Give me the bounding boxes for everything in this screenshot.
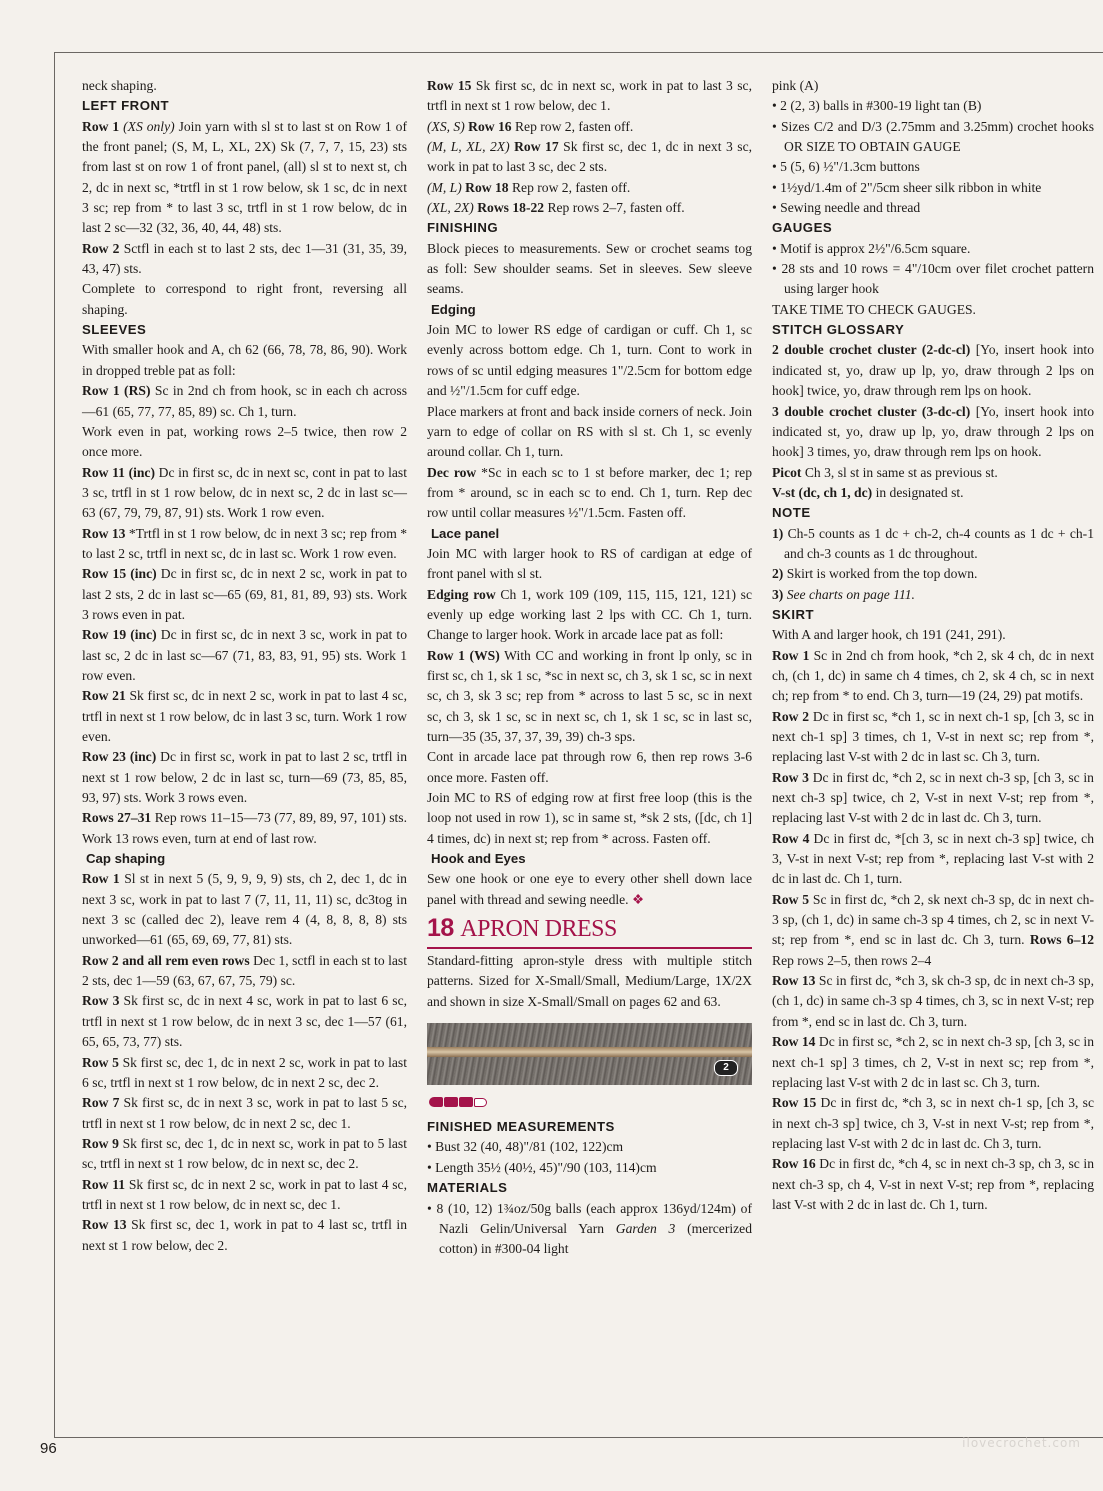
page-number: 96 <box>40 1440 57 1457</box>
section-heading: LEFT FRONT <box>82 98 170 114</box>
paragraph-text: Sk first sc, dc in next 2 sc, work in pat to last 4 sc, trtfl in next st 1 row below, dc in last 3 sc, turn. Work 1 row even. <box>82 688 407 744</box>
paragraph <box>772 1032 1094 1093</box>
paragraph-text: Dc in first sc, dc in next 3 sc, work in pat to last sc, 2 dc in last sc—67 (71, 83, 83, 91, 95) sts. Work 1 row even. <box>82 627 407 683</box>
watermark: ilovecrochet.com <box>962 1436 1081 1450</box>
row-label: Row 23 (inc) <box>82 749 157 765</box>
column-right <box>772 76 1094 1215</box>
paragraph-text: in designated st. <box>872 484 964 500</box>
section-heading: NOTE <box>772 505 811 521</box>
title-rule <box>427 947 752 949</box>
paragraph-text: Dc in first sc, dc in next sc, cont in pat to last 3 sc, trtfl in st 1 row below, dc in next sc, 2 dc in last sc—63 (67, 79, 79, 87, 91) sts. Work 1 row even. <box>82 464 407 521</box>
paragraph-text: Sc in 2nd ch from hook, *ch 2, sk 4 ch, dc in next ch, (ch 1, dc) in same ch 4 times, ch 2, sk 4 ch, sc in next ch; rep from * to end. Ch 3, turn—19 (24, 29) pat motifs. <box>772 647 1094 704</box>
paragraph-text: 2 (2, 3) balls in #300-19 light tan (B) <box>780 98 982 114</box>
list-item: • 2 (2, 3) balls in #300-19 light tan (B) <box>772 98 982 114</box>
row-label: Row 15 <box>772 1095 817 1111</box>
paragraph-text: Sc in first dc, *ch 3, sk ch-3 sp, dc in next ch-3 sp, (ch 1, dc) in same ch-3 sp 4 times, ch 3, sc in next V-st; rep from *, end sc in last dc. Ch 3, turn. <box>772 973 1094 1029</box>
paragraph-text: Block pieces to measurements. Sew or crochet seams tog as foll: Sew shoulder seams. Set in sleeves. Sew sleeve seams. <box>427 240 752 297</box>
paragraph <box>82 625 407 686</box>
paragraph <box>82 76 407 96</box>
pattern-title <box>427 912 752 945</box>
paragraph <box>82 279 407 320</box>
note-item <box>772 585 1094 605</box>
paragraph-text: Complete to correspond to right front, reversing all shaping. <box>82 281 407 317</box>
end-ornament: ❖ <box>628 891 645 907</box>
subsection-heading: Cap shaping <box>86 851 166 867</box>
row-label: Row 14 <box>772 1034 816 1050</box>
paragraph <box>772 1093 1094 1154</box>
paragraph-text: Dc in first dc, *ch 4, sc in next ch-3 sp, ch 3, sc in next ch-3 sp, ch 4, V-st in next V-st; rep from *, replacing last V-st with 2 dc in last dc. Ch 1, turn. <box>772 1156 1094 1212</box>
cord-band <box>427 1047 752 1057</box>
paragraph-text: Rep rows 2–5, then rows 2–4 <box>772 952 932 968</box>
paragraph-text: Motif is approx 2½"/6.5cm square. <box>780 240 971 256</box>
subsection-heading: Edging <box>431 301 476 317</box>
paragraph-text: neck shaping. <box>82 78 157 93</box>
paragraph <box>427 178 752 198</box>
paragraph <box>772 483 1094 503</box>
paragraph <box>427 544 752 585</box>
paragraph-text: Sk first sc, dec 1, dc in next sc, work in pat to 5 last sc, trtfl in next st 1 row below, dc in next sc, dec 2. <box>82 1135 407 1172</box>
list-item: • Sizes C/2 and D/3 (2.75mm and 3.25mm) crochet hooks OR SIZE TO OBTAIN GAUGE <box>772 118 1094 155</box>
paragraph-text: 1½yd/1.4m of 2"/5cm sheer silk ribbon in white <box>780 179 1042 195</box>
paragraph <box>82 991 407 1052</box>
paragraph-text: *Trtfl in st 1 row below, dc in next 3 sc; rep from * to last 2 sc, trtfl in next sc, dc in last sc. Work 1 row even. <box>82 525 407 561</box>
paragraph-text: pink (A) <box>772 78 819 93</box>
row-label: Row 11 (inc) <box>82 464 155 480</box>
section-heading: GAUGES <box>772 220 833 236</box>
row-label: Row 16 <box>772 1156 816 1172</box>
paragraph <box>82 951 407 992</box>
row-label: Dec row <box>427 464 477 480</box>
paragraph-text: Skirt is worked from the top down. <box>783 566 978 582</box>
paragraph-text: Sk first sc, dec 1, dc in next 2 sc, work in pat to last 6 sc, trtfl in next st 1 row below, dc in next 2 sc, dec 2. <box>82 1054 407 1090</box>
row-label: Edging row <box>427 586 496 602</box>
paragraph <box>427 76 752 117</box>
paragraph-text: Ch 1, work 109 (109, 115, 115, 121, 121) sc evenly up edge working last 2 lps with CC. Ch 1, turn. Change to larger hook. Work in arcade lace pat as foll: <box>427 586 752 643</box>
row-label: Row 16 <box>464 118 512 134</box>
paragraph-text: Sl st in next 5 (5, 9, 9, 9, 9) sts, ch 2, dec 1, dc in next 3 sc, work in pat to last 7 (7, 11, 11, 11) sc, dc3tog in next 3 sc (called dec 2), leave rem 4 (4, 8, 8, 8, 8) sts unworked—61 (65, 69, 69, 77, 81) sts. <box>82 871 407 948</box>
paragraph <box>82 463 407 524</box>
row-label: Row 1 <box>82 871 120 887</box>
paragraph-text: Dc in first sc, work in pat to last 2 sc, trtfl in next st 1 row below, 2 dc in last sc, turn—69 (73, 85, 85, 93, 97) sts. Work 3 rows even. <box>82 749 407 806</box>
paragraph <box>772 1154 1094 1215</box>
row-label: Row 13 <box>772 973 816 989</box>
list-item: • Sewing needle and thread <box>772 200 921 216</box>
paragraph <box>427 585 752 646</box>
row-label: Row 21 <box>82 688 126 704</box>
paragraph-text: Sk first sc, dc in next 2 sc, work in pat to last 4 sc, trtfl in next st 1 row below, dc in next sc, dec 1. <box>82 1176 407 1212</box>
size-label: (XL, 2X) <box>427 200 474 216</box>
note-item <box>772 564 1094 584</box>
section-heading: SLEEVES <box>82 322 147 338</box>
paragraph-text: Sew one hook or one eye to every other shell down lace panel with thread and sewing needle. <box>427 871 752 907</box>
row-label: Picot <box>772 464 802 480</box>
paragraph <box>82 1175 407 1216</box>
column-middle-bottom <box>427 1117 752 1259</box>
paragraph-text: Ch 3, sl st in same st as previous st. <box>801 464 998 480</box>
row-label: Row 4 <box>772 830 810 846</box>
column-middle-top <box>427 76 752 910</box>
row-label: 2) <box>772 566 784 582</box>
paragraph <box>82 524 407 565</box>
section-heading: SKIRT <box>772 606 815 622</box>
paragraph <box>427 869 752 910</box>
paragraph-text: Join yarn with sl st to last st on Row 1 of the front panel; (S, M, L, XL, 2X) Sk (7, 7, 7, 15, 23) sts from last st on row 1 of front panel, (all) sl st to next st, ch 2, dc in next sc, *trtfl in st 1 row below, sk 1 sc, dc in next 3 sc; rep from * to last 3 sc, trtfl in st 1 row below, dc in last 2 sc—32 (32, 36, 40, 44, 48) sts. <box>82 118 408 236</box>
row-label: 3 double crochet cluster (3-dc-cl) <box>772 403 971 419</box>
size-label: (XS, S) <box>427 118 465 134</box>
paragraph-text: Ch-5 counts as 1 dc + ch-2, ch-4 counts as 1 dc + ch-1 and ch-3 counts as 1 dc throughout. <box>783 525 1094 561</box>
paragraph <box>772 76 1094 96</box>
row-label: Row 2 <box>82 240 120 256</box>
size-label: (M, L) <box>427 179 462 195</box>
paragraph-text: Sk first sc, dec 1, work in pat to 4 last sc, trtfl in next st 1 row below, dec 2. <box>82 1217 407 1253</box>
paragraph <box>82 239 407 280</box>
paragraph-text: Rep row 2, fasten off. <box>508 179 631 195</box>
row-label: Row 3 <box>82 993 120 1009</box>
row-label: Row 1 (RS) <box>82 383 151 399</box>
section-heading: FINISHED MEASUREMENTS <box>427 1119 615 1135</box>
paragraph-text: Join MC to RS of edging row at first free loop (this is the loop not used in row 1), sc in same st, *sk 2 sts, ([dc, ch 1] 4 times, dc) in next st; rep from * across. Fasten off. <box>427 790 752 846</box>
paragraph <box>427 646 752 748</box>
row-label: Row 1 <box>772 647 810 663</box>
fabric-swatch-image <box>427 1023 752 1085</box>
row-label: Row 15 (inc) <box>82 566 157 582</box>
paragraph-text: Length 35½ (40½, 45)"/90 (103, 114)cm <box>435 1159 657 1175</box>
section-heading: STITCH GLOSSARY <box>772 322 905 338</box>
paragraph-text: (mercerized cotton) in #300-04 light <box>439 1220 752 1257</box>
paragraph <box>82 808 407 849</box>
note-item <box>772 524 1094 565</box>
list-item: • Bust 32 (40, 48)"/81 (102, 122)cm <box>427 1139 624 1155</box>
row-label: 1) <box>772 525 784 541</box>
row-label: Row 7 <box>82 1095 120 1111</box>
paragraph-text: Dec 1, sctfl in each st to last 2 sts, dec 1—59 (63, 67, 67, 75, 79) sc. <box>82 952 407 989</box>
size-label: (XS only) <box>119 118 175 134</box>
paragraph <box>427 788 752 849</box>
paragraph <box>772 768 1094 829</box>
paragraph <box>82 340 407 381</box>
row-label: Row 5 <box>772 891 810 907</box>
paragraph <box>427 117 752 137</box>
list-item: • Length 35½ (40½, 45)"/90 (103, 114)cm <box>427 1159 657 1175</box>
list-item: • 5 (5, 6) ½"/1.3cm buttons <box>772 159 920 175</box>
row-label: Row 18 <box>461 179 509 195</box>
paragraph-text: Bust 32 (40, 48)"/81 (102, 122)cm <box>435 1139 624 1155</box>
pattern-intro: Standard-fitting apron-style dress with multiple stitch patterns. Sized for X-Small/Small, Medium/Large, 1X/2X and shown in size X-Small/Small on pages 62 and 63. <box>427 953 752 1009</box>
paragraph <box>427 239 752 300</box>
skill-level-badge: 2 <box>714 1060 738 1076</box>
paragraph-text: Sk first sc, dc in next 3 sc, work in pat to last 5 sc, trtfl in next st 1 row below, dc in next 2 sc, dec 1. <box>82 1095 407 1131</box>
paragraph-text: Rep rows 2–7, fasten off. <box>544 200 685 216</box>
paragraph-text: Dc in first sc, *ch 1, sc in next ch-1 sp, [ch 3, sc in next ch-1 sp] 3 times, ch 1, V-st in next sc; rep from *, replacing last V-st with 2 dc in last sc. Ch 3, turn. <box>772 708 1094 765</box>
paragraph-text: Sewing needle and thread <box>780 200 921 216</box>
paragraph-text: With CC and working in front lp only, sc in first sc, ch 1, sk 1 sc, *sc in next sc, ch 3, sk 1 sc, sc in next sc, ch 3, sk 3 sc; rep from * across to last 5 sc, sc in next sc, ch 3, sk 1 sc, sc in next sc, ch 1, sk 1 sc, sc in last sc, turn—35 (35, 37, 37, 39, 39) ch-3 sps. <box>427 647 752 744</box>
paragraph <box>82 117 407 239</box>
paragraph <box>427 137 752 178</box>
paragraph <box>82 1215 407 1256</box>
list-item: • 28 sts and 10 rows = 4"/10cm over filet crochet pattern using larger hook <box>772 261 1094 297</box>
paragraph <box>82 564 407 625</box>
row-label: Rows 18-22 <box>473 200 545 216</box>
paragraph-text: Rep rows 11–15—73 (77, 89, 89, 97, 101) sts. Work 13 rows even, turn at end of last row. <box>82 810 407 846</box>
row-label: Row 9 <box>82 1135 119 1151</box>
paragraph-text: With A and larger hook, ch 191 (241, 291). <box>772 627 1006 643</box>
paragraph <box>772 463 1094 483</box>
pattern-number: 18 <box>427 914 454 943</box>
paragraph <box>82 747 407 808</box>
row-label: Row 1 (WS) <box>427 647 500 663</box>
paragraph-text: Dc in first dc, *[ch 3, sc in next ch-3 sp] twice, ch 3, V-st in next V-st; rep from *, replacing last V-st with 2 dc in last dc. Ch 1, turn. <box>772 830 1094 887</box>
paragraph <box>427 198 752 218</box>
paragraph-text: Sizes C/2 and D/3 (2.75mm and 3.25mm) crochet hooks OR SIZE TO OBTAIN GAUGE <box>780 118 1094 155</box>
paragraph-text: Dc in first dc, *ch 3, sc in next ch-1 sp, [ch 3, sc in next ch-3 sp] twice, ch 3, V-st in next V-st; rep from *, replacing last V-st with 2 dc in last dc. Ch 3, turn. <box>772 1095 1094 1151</box>
paragraph-text: Dc in first sc, *ch 2, sc in next ch-3 sp, [ch 3, sc in next ch-1 sp] 3 times, ch 2, V-st in next sc; rep from *, replacing last V-st with 2 dc in last sc. Ch 3, turn. <box>772 1034 1094 1090</box>
paragraph <box>82 686 407 747</box>
paragraph-text: Cont in arcade lace pat through row 6, then rep rows 3-6 once more. Fasten off. <box>427 749 752 785</box>
paragraph <box>427 747 752 788</box>
list-item: • 8 (10, 12) 1¾oz/50g balls (each approx 136yd/124m) of Nazli Gelin/Universal Yarn Garden 3 (mercerized cotton) in #300-04 light <box>427 1200 752 1257</box>
paragraph <box>427 320 752 401</box>
paragraph-text: Rep row 2, fasten off. <box>511 118 634 134</box>
paragraph-text: Sk first sc, dec 1, dc in next 3 sc, work in pat to last 3 sc, dec 2 sts. <box>427 139 752 175</box>
size-label: See charts on page 111. <box>783 586 915 602</box>
paragraph <box>82 869 407 950</box>
paragraph-text: Dc in first sc, dc in next 2 sc, work in pat to last 2 sts, 2 dc in last sc—65 (69, 81, 81, 89, 93) sts. Work 3 rows even in pat. <box>82 566 407 622</box>
paragraph-text: Sc in 2nd ch from hook, sc in each ch across—61 (65, 77, 77, 85, 89) sc. Ch 1, turn. <box>82 383 407 419</box>
paragraph-text: Sc in first dc, *ch 2, sk next ch-3 sp, dc in next ch-3 sp, (ch 1, dc) in same ch-3 sp 4 times, ch 2, sc in next V-st; rep from *, end sc in last dc. Ch 3, turn. <box>772 891 1094 948</box>
row-label: Row 11 <box>82 1176 126 1192</box>
paragraph <box>82 381 407 422</box>
paragraph <box>772 300 1094 320</box>
paragraph-text: [Yo, insert hook into indicated st, yo, draw up lp, yo, draw through 2 lps on hook] 3 times, yo, draw through rem lps on hook. <box>772 403 1094 460</box>
paragraph <box>772 829 1094 890</box>
paragraph <box>772 890 1094 971</box>
column-left <box>82 76 407 1256</box>
paragraph <box>82 1093 407 1134</box>
row-label: Row 1 <box>82 118 120 134</box>
section-heading: MATERIALS <box>427 1180 508 1196</box>
paragraph-text: Work even in pat, working rows 2–5 twice, then row 2 once more. <box>82 423 407 460</box>
paragraph <box>772 646 1094 707</box>
paragraph <box>772 707 1094 768</box>
paragraph-text: 28 sts and 10 rows = 4"/10cm over filet crochet pattern using larger hook <box>781 261 1094 297</box>
row-label: Row 2 and all rem even rows <box>82 952 250 968</box>
paragraph <box>772 402 1094 463</box>
paragraph-text: 5 (5, 6) ½"/1.3cm buttons <box>780 159 920 175</box>
row-label: Row 3 <box>772 769 809 785</box>
row-label: 2 double crochet cluster (2-dc-cl) <box>772 342 971 358</box>
skill-level-icon <box>429 1095 752 1109</box>
row-label: Row 13 <box>82 525 126 541</box>
column-middle <box>427 76 752 1260</box>
size-label: (M, L, XL, 2X) <box>427 139 510 155</box>
paragraph <box>82 1053 407 1094</box>
paragraph-text: TAKE TIME TO CHECK GAUGES. <box>772 301 976 317</box>
yarn-name: Garden 3 <box>615 1220 676 1236</box>
paragraph-text: 8 (10, 12) 1¾oz/50g balls (each approx 136yd/124m) of Nazli Gelin/Universal Yarn <box>436 1200 752 1236</box>
paragraph <box>772 625 1094 645</box>
list-item: • Motif is approx 2½"/6.5cm square. <box>772 240 971 256</box>
paragraph-text: *Sc in each sc to 1 st before marker, dec 1; rep from * around, sc in each sc to end. Ch 1, turn. Rep dec row until collar measures ½"/1.5cm. Fasten off. <box>427 464 752 521</box>
paragraph-text: Place markers at front and back inside corners of neck. Join yarn to edge of collar on RS with sl st. Ch 1, sc evenly around collar. Ch 1, turn. <box>427 403 752 460</box>
row-label: Rows 27–31 <box>82 810 152 826</box>
paragraph-text: Join MC to lower RS edge of cardigan or cuff. Ch 1, sc evenly across bottom edge. Ch 1, turn. Cont to work in rows of sc until edging measures 1"/2.5cm for bottom edge and ½"/1.5cm for cuff edge. <box>427 322 752 399</box>
row-label: Row 13 <box>82 1217 127 1233</box>
row-label: Row 19 (inc) <box>82 627 157 643</box>
section-heading: FINISHING <box>427 220 499 236</box>
row-label: Row 15 <box>427 78 472 93</box>
paragraph <box>82 1134 407 1175</box>
paragraph-text: Sctfl in each st to last 2 sts, dec 1—31 (31, 35, 39, 43, 47) sts. <box>82 240 407 277</box>
subsection-heading: Hook and Eyes <box>431 851 526 867</box>
row-label: 3) <box>772 586 784 602</box>
paragraph-text: Sk first sc, dc in next sc, work in pat to last 3 sc, trtfl in next st 1 row below, dec 1. <box>427 78 752 114</box>
paragraph-text: Join MC with larger hook to RS of cardigan at edge of front panel with sl st. <box>427 545 752 582</box>
paragraph-text: [Yo, insert hook into indicated st, yo, draw up lp, yo, draw through 2 lps on hook] twice, yo, draw through rem lps on hook. <box>772 342 1094 399</box>
paragraph <box>427 402 752 463</box>
row-label: Row 5 <box>82 1054 119 1070</box>
row-label: V-st (dc, ch 1, dc) <box>772 484 873 500</box>
subsection-heading: Lace panel <box>431 525 500 541</box>
paragraph <box>772 971 1094 1032</box>
paragraph <box>427 463 752 524</box>
row-label: Row 2 <box>772 708 810 724</box>
pattern-name: APRON DRESS <box>460 916 617 943</box>
row-label: Rows 6–12 <box>1024 932 1094 948</box>
paragraph-text: Dc in first dc, *ch 2, sc in next ch-3 sp, [ch 3, sc in next ch-3 sp] twice, ch 2, V-st in next V-st; rep from *, replacing last V-st with 2 dc in last dc. Ch 3, turn. <box>772 769 1094 826</box>
paragraph-text: Sk first sc, dc in next 4 sc, work in pat to last 6 sc, trtfl in next st 1 row below, dc in next 3 sc, dec 1—57 (61, 65, 65, 73, 77) sts. <box>82 993 407 1050</box>
paragraph <box>772 340 1094 401</box>
row-label: Row 17 <box>509 139 559 155</box>
list-item: • 1½yd/1.4m of 2"/5cm sheer silk ribbon in white <box>772 179 1042 195</box>
paragraph <box>82 422 407 463</box>
paragraph-text: With smaller hook and A, ch 62 (66, 78, 78, 86, 90). Work in dropped treble pat as foll: <box>82 342 407 378</box>
